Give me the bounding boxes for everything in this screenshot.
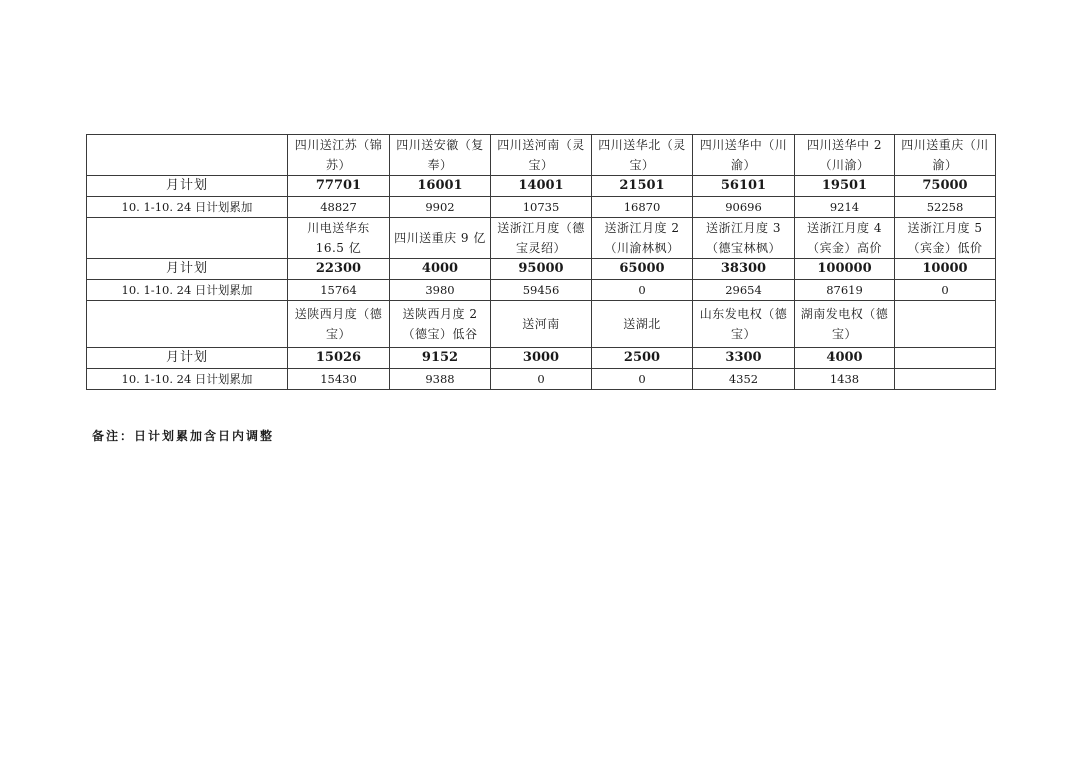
table-cell: 送浙江月度 3（德宝林枫） bbox=[693, 218, 795, 259]
table-cell: 4000 bbox=[795, 348, 895, 369]
table-cell: 山东发电权（德宝） bbox=[693, 301, 795, 348]
table-cell: 0 bbox=[592, 280, 693, 301]
table-cell: 48827 bbox=[288, 197, 390, 218]
cumulative-row bbox=[87, 280, 996, 301]
table-cell: 送浙江月度 5（宾金）低价 bbox=[895, 218, 996, 259]
table-cell: 90696 bbox=[693, 197, 795, 218]
header-row bbox=[87, 301, 996, 348]
table-cell: 送湖北 bbox=[592, 301, 693, 348]
table-cell: 29654 bbox=[693, 280, 795, 301]
table-cell: 22300 bbox=[288, 259, 390, 280]
row-label-cell: 10. 1-10. 24 日计划累加 bbox=[87, 197, 288, 218]
table-cell: 送浙江月度 2（川渝林枫） bbox=[592, 218, 693, 259]
plan-table bbox=[86, 134, 996, 390]
row-label-cell bbox=[87, 301, 288, 348]
table-cell: 四川送安徽（复奉） bbox=[390, 135, 491, 176]
row-label-cell bbox=[87, 135, 288, 176]
table-cell: 1438 bbox=[795, 369, 895, 390]
row-label-cell: 月计划 bbox=[87, 348, 288, 369]
table-cell: 四川送华中 2（川渝） bbox=[795, 135, 895, 176]
row-label-cell: 10. 1-10. 24 日计划累加 bbox=[87, 369, 288, 390]
row-label-cell: 月计划 bbox=[87, 259, 288, 280]
row-label-cell: 10. 1-10. 24 日计划累加 bbox=[87, 280, 288, 301]
table-cell: 0 bbox=[491, 369, 592, 390]
table-cell: 0 bbox=[895, 280, 996, 301]
table-cell bbox=[895, 301, 996, 348]
table-cell: 9214 bbox=[795, 197, 895, 218]
monthly-plan-row bbox=[87, 259, 996, 280]
table-cell: 19501 bbox=[795, 176, 895, 197]
table-cell bbox=[895, 348, 996, 369]
table-cell: 59456 bbox=[491, 280, 592, 301]
table-cell: 4352 bbox=[693, 369, 795, 390]
table-cell: 四川送河南（灵宝） bbox=[491, 135, 592, 176]
table-cell: 0 bbox=[592, 369, 693, 390]
table-cell: 52258 bbox=[895, 197, 996, 218]
table-cell: 75000 bbox=[895, 176, 996, 197]
table-cell bbox=[895, 369, 996, 390]
header-row bbox=[87, 218, 996, 259]
table-cell: 四川送重庆 9 亿 bbox=[390, 218, 491, 259]
table-cell: 送浙江月度（德宝灵绍） bbox=[491, 218, 592, 259]
monthly-plan-row bbox=[87, 348, 996, 369]
table-cell: 送浙江月度 4（宾金）高价 bbox=[795, 218, 895, 259]
table-cell: 送陕西月度 2（德宝）低谷 bbox=[390, 301, 491, 348]
table-cell: 38300 bbox=[693, 259, 795, 280]
table-cell: 9388 bbox=[390, 369, 491, 390]
table-cell: 56101 bbox=[693, 176, 795, 197]
table-cell: 9902 bbox=[390, 197, 491, 218]
table-cell: 10000 bbox=[895, 259, 996, 280]
table-cell: 3300 bbox=[693, 348, 795, 369]
table-cell: 四川送江苏（锦苏） bbox=[288, 135, 390, 176]
table-cell: 9152 bbox=[390, 348, 491, 369]
table-cell: 15430 bbox=[288, 369, 390, 390]
table-cell: 四川送重庆（川渝） bbox=[895, 135, 996, 176]
table-cell: 15764 bbox=[288, 280, 390, 301]
table-cell: 21501 bbox=[592, 176, 693, 197]
table-cell: 2500 bbox=[592, 348, 693, 369]
table-cell: 四川送华北（灵宝） bbox=[592, 135, 693, 176]
table-cell: 65000 bbox=[592, 259, 693, 280]
table-cell: 87619 bbox=[795, 280, 895, 301]
table-cell: 川电送华东 16.5 亿 bbox=[288, 218, 390, 259]
cumulative-row bbox=[87, 369, 996, 390]
table-cell: 10735 bbox=[491, 197, 592, 218]
table-cell: 95000 bbox=[491, 259, 592, 280]
table-cell: 14001 bbox=[491, 176, 592, 197]
table-cell: 四川送华中（川渝） bbox=[693, 135, 795, 176]
row-label-cell bbox=[87, 218, 288, 259]
table-cell: 3980 bbox=[390, 280, 491, 301]
header-row bbox=[87, 135, 996, 176]
cumulative-row bbox=[87, 197, 996, 218]
table-cell: 送河南 bbox=[491, 301, 592, 348]
footnote: 备注：日计划累加含日内调整 bbox=[92, 429, 275, 443]
table-cell: 送陕西月度（德宝） bbox=[288, 301, 390, 348]
table-cell: 100000 bbox=[795, 259, 895, 280]
table-cell: 16870 bbox=[592, 197, 693, 218]
plan-table-body bbox=[87, 135, 996, 390]
table-cell: 77701 bbox=[288, 176, 390, 197]
table-cell: 16001 bbox=[390, 176, 491, 197]
monthly-plan-row bbox=[87, 176, 996, 197]
table-cell: 4000 bbox=[390, 259, 491, 280]
table-cell: 3000 bbox=[491, 348, 592, 369]
table-cell: 湖南发电权（德宝） bbox=[795, 301, 895, 348]
table-cell: 15026 bbox=[288, 348, 390, 369]
row-label-cell: 月计划 bbox=[87, 176, 288, 197]
